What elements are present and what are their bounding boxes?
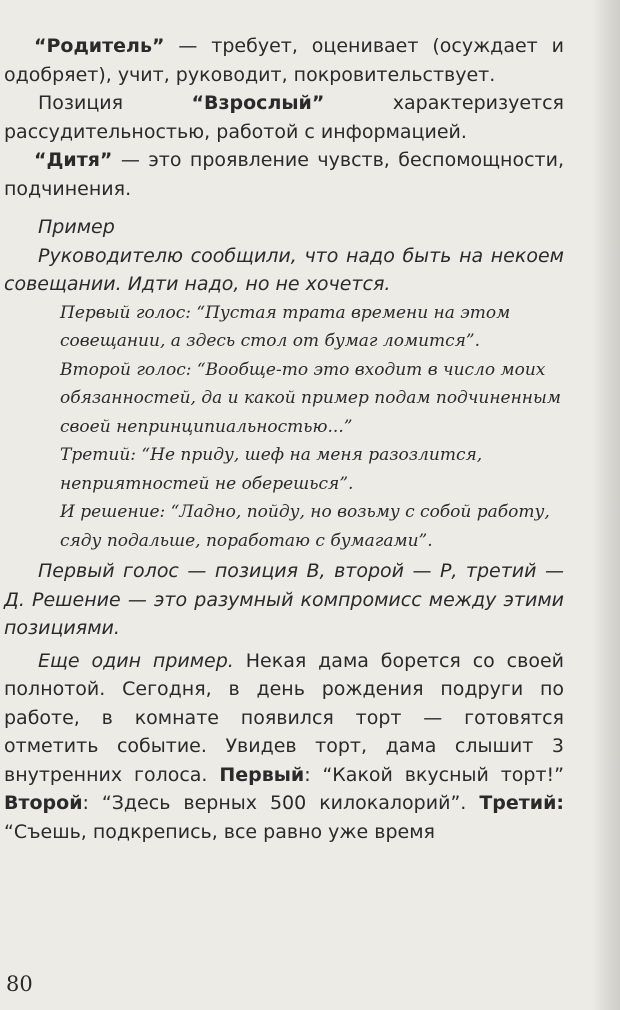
first-voice-label: Первый <box>219 763 305 786</box>
page-edge-shadow <box>592 0 620 1010</box>
second-example-text: Некая дама борется со своей полнотой. Сегодня, в день рождения подруги по работе, в комнате появился торт — готовятся отметить событие. Увидев торт, дама слышит 3 внутренних голоса. <box>4 649 564 786</box>
example-intro: Руководителю сообщили, что надо быть на некоем совещании. Идти надо, но не хочется. <box>4 244 564 295</box>
page-text <box>4 0 564 846</box>
page-number: 80 <box>6 972 33 996</box>
second-example <box>4 647 564 847</box>
voice-third: Третий: “Не приду, шеф на меня разозлится, неприятностей не оберешься”. <box>60 445 483 494</box>
child-definition <box>4 146 564 203</box>
second-voice-label: Второй <box>4 792 83 814</box>
first-voice-quote: : “Какой вкусный торт!” <box>304 763 564 786</box>
parent-term: “Родитель” <box>34 35 165 57</box>
voice-decision: И решение: “Ладно, пойду, но возьму с собой работу, сяду подальше, поработаю с бумагами”. <box>60 502 550 551</box>
adult-term: “Взрослый” <box>191 92 325 114</box>
parent-description: — требует, оценивает (осуждает и одобряет), учит, руководит, покровительствует. <box>4 35 564 86</box>
adult-definition <box>4 89 564 146</box>
example-heading: Пример <box>38 216 115 238</box>
voice-first: Первый голос: “Пустая трата времени на этом совещании, а здесь стол от бумаг ломится”. <box>60 302 511 351</box>
voice-second: Второй голос: “Вообще-то это входит в число моих обязанностей, да и какой пример подам подчиненным своей непринципиальностью...” <box>60 359 561 437</box>
parent-definition <box>4 32 564 89</box>
second-example-lead: Еще один пример. <box>38 649 234 672</box>
third-voice-quote: “Съешь, подкрепись, все равно уже время <box>4 820 435 843</box>
adult-prefix: Позиция <box>38 92 192 114</box>
second-voice-quote: : “Здесь верных 500 килокалорий”. <box>82 792 480 814</box>
inner-voices <box>4 299 564 556</box>
child-term: “Дитя” <box>34 149 113 171</box>
example-conclusion: Первый голос — позиция В, второй — Р, третий — Д. Решение — это разумный компромисс между этими позициями. <box>4 560 564 639</box>
child-description: — это проявление чувств, беспомощности, подчинения. <box>4 149 564 200</box>
third-voice-label: Третий: <box>479 792 564 814</box>
adult-description: характеризуется рассудительностью, работой с информацией. <box>4 92 564 143</box>
